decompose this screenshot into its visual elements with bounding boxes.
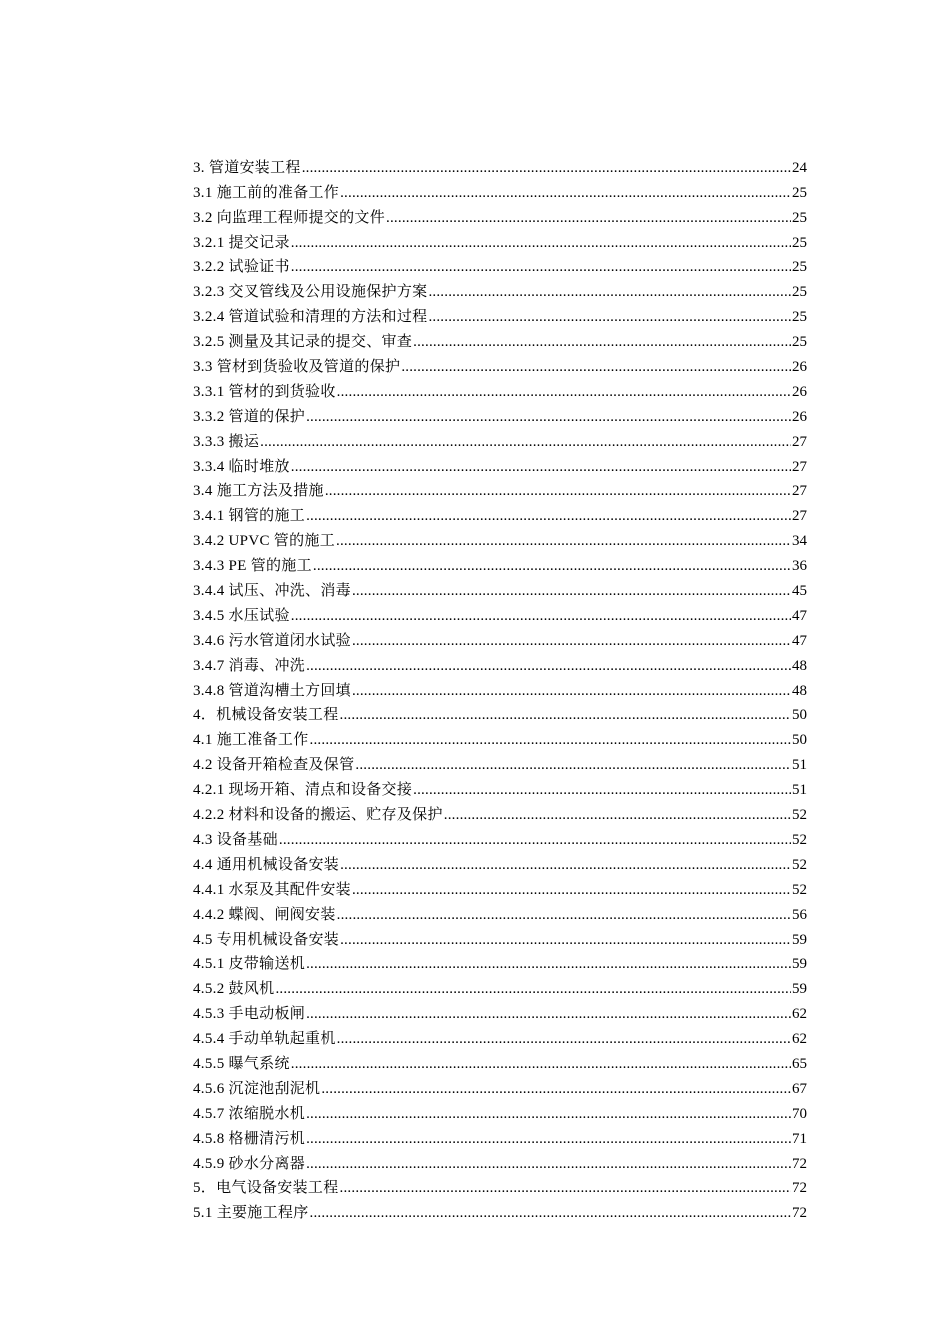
toc-entry-title: 3.3.2 管道的保护 bbox=[193, 408, 306, 425]
toc-entry[interactable] bbox=[193, 775, 807, 800]
toc-entry-title: 3.4 施工方法及措施 bbox=[193, 483, 324, 500]
toc-entry[interactable] bbox=[193, 1149, 807, 1174]
toc-leader-dots bbox=[340, 705, 791, 725]
toc-leader-dots bbox=[291, 606, 791, 626]
toc-entry-title: 3.3.4 临时堆放 bbox=[193, 458, 290, 475]
toc-leader-dots bbox=[340, 183, 791, 203]
toc-entry-page-number: 72 bbox=[792, 1155, 807, 1172]
toc-leader-dots bbox=[306, 656, 791, 676]
toc-entry-page-number: 52 bbox=[792, 807, 807, 824]
toc-leader-dots bbox=[444, 805, 791, 825]
toc-entry-title: 3.4.7 消毒、冲洗 bbox=[193, 657, 306, 674]
toc-entry-title: 4.5.9 砂水分离器 bbox=[193, 1155, 306, 1172]
table-of-contents bbox=[193, 153, 807, 1223]
toc-entry-title: 3.4.5 水压试验 bbox=[193, 607, 290, 624]
toc-entry-title: 3.4.3 PE 管的施工 bbox=[193, 558, 312, 575]
toc-entry[interactable] bbox=[193, 651, 807, 676]
toc-entry-title: 3.2.5 测量及其记录的提交、审查 bbox=[193, 334, 413, 351]
toc-leader-dots bbox=[352, 681, 791, 701]
toc-entry[interactable] bbox=[193, 327, 807, 352]
toc-entry-title: 3.2.2 试验证书 bbox=[193, 259, 290, 276]
toc-leader-dots bbox=[291, 233, 791, 253]
toc-entry-title: 3.2 向监理工程师提交的文件 bbox=[193, 209, 386, 226]
toc-entry-page-number: 70 bbox=[792, 1105, 807, 1122]
toc-entry-page-number: 56 bbox=[792, 906, 807, 923]
toc-entry-page-number: 72 bbox=[792, 1205, 807, 1222]
toc-entry[interactable] bbox=[193, 1074, 807, 1099]
toc-entry-page-number: 59 bbox=[792, 981, 807, 998]
toc-entry-title: 3.2.3 交叉管线及公用设施保护方案 bbox=[193, 284, 428, 301]
toc-leader-dots bbox=[291, 1054, 791, 1074]
toc-entry-title: 4.2.2 材料和设备的搬运、贮存及保护 bbox=[193, 807, 443, 824]
toc-entry-page-number: 25 bbox=[792, 209, 807, 226]
toc-entry-page-number: 47 bbox=[792, 607, 807, 624]
toc-entry-page-number: 25 bbox=[792, 334, 807, 351]
toc-entry-page-number: 27 bbox=[792, 483, 807, 500]
toc-entry[interactable] bbox=[193, 352, 807, 377]
toc-entry[interactable] bbox=[193, 551, 807, 576]
toc-entry[interactable] bbox=[193, 427, 807, 452]
toc-entry[interactable] bbox=[193, 253, 807, 278]
toc-leader-dots bbox=[306, 506, 791, 526]
toc-leader-dots bbox=[355, 755, 791, 775]
toc-entry-page-number: 50 bbox=[792, 732, 807, 749]
toc-entry-title: 4.4.2 蝶阀、闸阀安装 bbox=[193, 906, 336, 923]
toc-entry[interactable] bbox=[193, 725, 807, 750]
toc-entry-page-number: 34 bbox=[792, 533, 807, 550]
toc-leader-dots bbox=[306, 407, 791, 427]
toc-entry[interactable] bbox=[193, 875, 807, 900]
toc-entry[interactable] bbox=[193, 1099, 807, 1124]
toc-entry-page-number: 52 bbox=[792, 856, 807, 873]
toc-entry-page-number: 62 bbox=[792, 1031, 807, 1048]
toc-entry[interactable] bbox=[193, 153, 807, 178]
toc-leader-dots bbox=[313, 556, 791, 576]
toc-entry-page-number: 45 bbox=[792, 583, 807, 600]
toc-entry-title: 4.5 专用机械设备安装 bbox=[193, 931, 340, 948]
toc-entry-title: 3.4.1 钢管的施工 bbox=[193, 508, 306, 525]
toc-entry-page-number: 71 bbox=[792, 1130, 807, 1147]
toc-entry-title: 3.4.8 管道沟槽土方回填 bbox=[193, 682, 351, 699]
toc-entry-title: 3.3.1 管材的到货验收 bbox=[193, 383, 336, 400]
toc-leader-dots bbox=[352, 631, 791, 651]
toc-leader-dots bbox=[291, 257, 791, 277]
toc-entry[interactable] bbox=[193, 203, 807, 228]
toc-entry[interactable] bbox=[193, 626, 807, 651]
toc-entry-title: 4.5.8 格栅清污机 bbox=[193, 1130, 306, 1147]
toc-leader-dots bbox=[428, 282, 791, 302]
toc-entry-title: 3.2.1 提交记录 bbox=[193, 234, 290, 251]
toc-entry[interactable] bbox=[193, 800, 807, 825]
toc-entry-title: 3.4.2 UPVC 管的施工 bbox=[193, 533, 336, 550]
toc-leader-dots bbox=[340, 930, 791, 950]
toc-entry[interactable] bbox=[193, 601, 807, 626]
toc-leader-dots bbox=[275, 979, 791, 999]
toc-entry[interactable] bbox=[193, 228, 807, 253]
toc-entry[interactable] bbox=[193, 825, 807, 850]
toc-entry-title: 4.3 设备基础 bbox=[193, 831, 278, 848]
toc-leader-dots bbox=[413, 332, 791, 352]
toc-entry[interactable] bbox=[193, 1198, 807, 1223]
toc-entry-page-number: 26 bbox=[792, 359, 807, 376]
toc-entry[interactable] bbox=[193, 302, 807, 327]
toc-entry-page-number: 59 bbox=[792, 956, 807, 973]
toc-entry-page-number: 27 bbox=[792, 458, 807, 475]
toc-entry-page-number: 25 bbox=[792, 234, 807, 251]
toc-leader-dots bbox=[337, 905, 791, 925]
toc-entry-title: 4.5.7 浓缩脱水机 bbox=[193, 1105, 306, 1122]
toc-leader-dots bbox=[306, 954, 791, 974]
toc-leader-dots bbox=[306, 1154, 791, 1174]
toc-entry-title: 4.1 施工准备工作 bbox=[193, 732, 309, 749]
toc-entry-title: 4.5.4 手动单轨起重机 bbox=[193, 1031, 336, 1048]
toc-entry[interactable] bbox=[193, 402, 807, 427]
toc-entry[interactable] bbox=[193, 526, 807, 551]
toc-leader-dots bbox=[325, 481, 791, 501]
toc-leader-dots bbox=[306, 1129, 791, 1149]
toc-entry-page-number: 52 bbox=[792, 881, 807, 898]
toc-leader-dots bbox=[386, 208, 791, 228]
toc-leader-dots bbox=[291, 457, 791, 477]
toc-entry-page-number: 27 bbox=[792, 508, 807, 525]
toc-leader-dots bbox=[279, 830, 791, 850]
toc-leader-dots bbox=[302, 158, 791, 178]
toc-leader-dots bbox=[428, 307, 791, 327]
toc-entry-title: 3. 管道安装工程 bbox=[193, 159, 301, 176]
toc-leader-dots bbox=[337, 1029, 791, 1049]
toc-leader-dots bbox=[352, 581, 791, 601]
toc-entry-title: 4.4 通用机械设备安装 bbox=[193, 856, 340, 873]
toc-entry-page-number: 67 bbox=[792, 1080, 807, 1097]
toc-leader-dots bbox=[310, 730, 791, 750]
toc-entry-page-number: 25 bbox=[792, 309, 807, 326]
toc-entry[interactable] bbox=[193, 377, 807, 402]
toc-entry[interactable] bbox=[193, 701, 807, 726]
toc-leader-dots bbox=[337, 382, 791, 402]
toc-entry-page-number: 26 bbox=[792, 408, 807, 425]
toc-entry[interactable] bbox=[193, 974, 807, 999]
toc-leader-dots bbox=[321, 1079, 791, 1099]
toc-entry-title: 5.1 主要施工程序 bbox=[193, 1205, 309, 1222]
toc-entry-page-number: 62 bbox=[792, 1006, 807, 1023]
toc-entry-page-number: 50 bbox=[792, 707, 807, 724]
toc-leader-dots bbox=[306, 1104, 791, 1124]
toc-leader-dots bbox=[340, 1178, 791, 1198]
toc-entry-page-number: 59 bbox=[792, 931, 807, 948]
toc-entry[interactable] bbox=[193, 1024, 807, 1049]
toc-entry-title: 4.4.1 水泵及其配件安装 bbox=[193, 881, 351, 898]
toc-entry-page-number: 52 bbox=[792, 831, 807, 848]
toc-entry-title: 5．电气设备安装工程 bbox=[193, 1180, 339, 1197]
toc-entry-title: 4.5.1 皮带输送机 bbox=[193, 956, 306, 973]
toc-entry-title: 4.5.3 手电动板闸 bbox=[193, 1006, 306, 1023]
toc-entry-page-number: 47 bbox=[792, 632, 807, 649]
toc-leader-dots bbox=[340, 855, 791, 875]
toc-entry-page-number: 51 bbox=[792, 782, 807, 799]
toc-leader-dots bbox=[336, 531, 791, 551]
toc-leader-dots bbox=[413, 780, 791, 800]
toc-entry[interactable] bbox=[193, 576, 807, 601]
toc-entry-title: 3.1 施工前的准备工作 bbox=[193, 184, 340, 201]
toc-entry-title: 4.5.6 沉淀池刮泥机 bbox=[193, 1080, 321, 1097]
toc-entry-page-number: 25 bbox=[792, 259, 807, 276]
toc-entry-page-number: 72 bbox=[792, 1180, 807, 1197]
toc-entry[interactable] bbox=[193, 750, 807, 775]
toc-entry[interactable] bbox=[193, 1174, 807, 1199]
toc-entry-title: 4.5.5 曝气系统 bbox=[193, 1055, 290, 1072]
toc-entry-title: 3.4.4 试压、冲洗、消毒 bbox=[193, 583, 351, 600]
toc-entry[interactable] bbox=[193, 950, 807, 975]
toc-entry[interactable] bbox=[193, 178, 807, 203]
toc-entry-title: 4．机械设备安装工程 bbox=[193, 707, 339, 724]
toc-entry-page-number: 36 bbox=[792, 558, 807, 575]
toc-entry[interactable] bbox=[193, 477, 807, 502]
toc-entry-title: 4.5.2 鼓风机 bbox=[193, 981, 275, 998]
toc-entry[interactable] bbox=[193, 850, 807, 875]
toc-entry[interactable] bbox=[193, 501, 807, 526]
toc-entry[interactable] bbox=[193, 452, 807, 477]
toc-entry-title: 4.2 设备开箱检查及保管 bbox=[193, 757, 355, 774]
toc-entry-page-number: 25 bbox=[792, 184, 807, 201]
toc-leader-dots bbox=[306, 1004, 791, 1024]
toc-leader-dots bbox=[310, 1203, 791, 1223]
toc-leader-dots bbox=[401, 357, 791, 377]
toc-entry-page-number: 27 bbox=[792, 433, 807, 450]
toc-entry-page-number: 65 bbox=[792, 1055, 807, 1072]
toc-entry-page-number: 48 bbox=[792, 657, 807, 674]
toc-entry[interactable] bbox=[193, 676, 807, 701]
toc-entry[interactable] bbox=[193, 1124, 807, 1149]
toc-entry[interactable] bbox=[193, 900, 807, 925]
toc-entry-page-number: 48 bbox=[792, 682, 807, 699]
toc-entry-title: 3.3 管材到货验收及管道的保护 bbox=[193, 359, 401, 376]
toc-entry-title: 3.4.6 污水管道闭水试验 bbox=[193, 632, 351, 649]
toc-entry-page-number: 26 bbox=[792, 383, 807, 400]
toc-entry[interactable] bbox=[193, 277, 807, 302]
toc-entry-page-number: 51 bbox=[792, 757, 807, 774]
toc-entry[interactable] bbox=[193, 925, 807, 950]
toc-entry-title: 3.2.4 管道试验和清理的方法和过程 bbox=[193, 309, 428, 326]
toc-entry[interactable] bbox=[193, 1049, 807, 1074]
toc-entry-page-number: 24 bbox=[792, 159, 807, 176]
toc-entry-page-number: 25 bbox=[792, 284, 807, 301]
toc-leader-dots bbox=[260, 432, 791, 452]
toc-entry[interactable] bbox=[193, 999, 807, 1024]
toc-leader-dots bbox=[352, 880, 791, 900]
toc-entry-title: 3.3.3 搬运 bbox=[193, 433, 260, 450]
toc-entry-title: 4.2.1 现场开箱、清点和设备交接 bbox=[193, 782, 413, 799]
